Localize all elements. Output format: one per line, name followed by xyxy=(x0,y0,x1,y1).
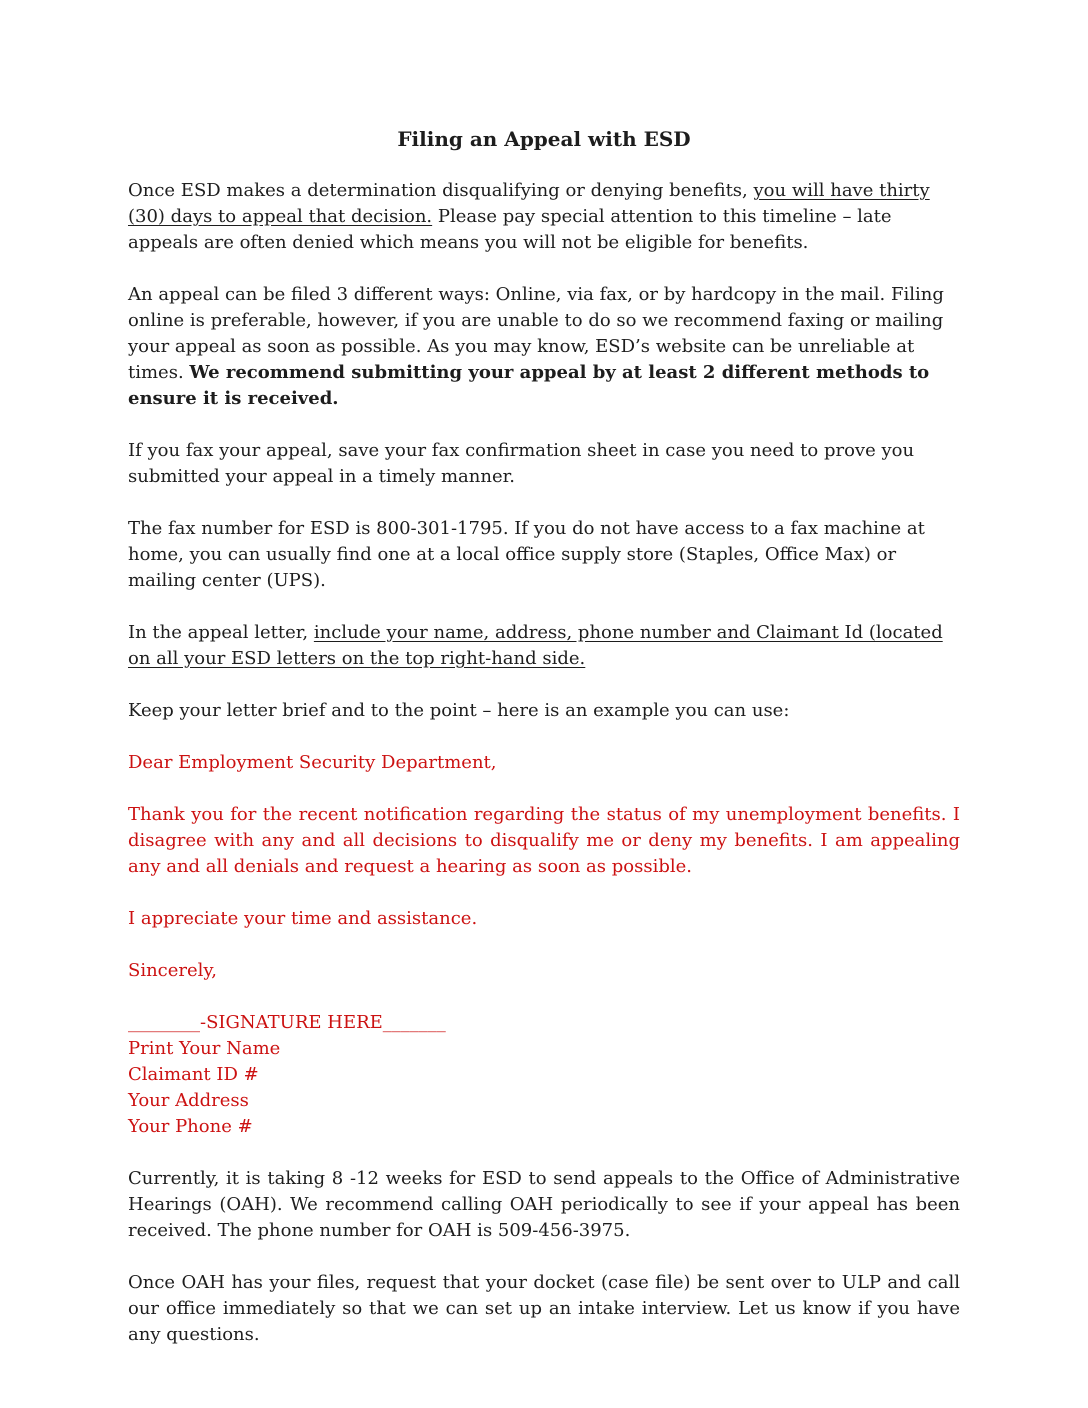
paragraph-keep-brief: Keep your letter brief and to the point – here is an example you can use: xyxy=(128,700,790,721)
letter-closing: Sincerely, xyxy=(128,960,217,981)
paragraph-fax-number: The fax number for ESD is 800-301-1795. If you do not have access to a fax machine at home, you can usually find one at a local office supply store (Staples, Office Max) or mailing center (UPS). xyxy=(128,518,925,591)
paragraph-appeal-deadline xyxy=(128,178,960,256)
document-title: Filing an Appeal with ESD xyxy=(397,127,691,151)
underlined-deadline-text: you will have thirty (30) days to appeal that decision. xyxy=(128,180,930,227)
paragraph-fax-confirmation: If you fax your appeal, save your fax confirmation sheet in case you need to prove you submitted your appeal in a timely manner. xyxy=(128,440,915,487)
signature-line: ________-SIGNATURE HERE_______ xyxy=(128,1012,446,1033)
address-line: Your Address xyxy=(128,1090,249,1111)
signature-block xyxy=(128,1010,960,1140)
letter-salutation: Dear Employment Security Department, xyxy=(128,752,497,773)
letter-appreciation: I appreciate your time and assistance. xyxy=(128,908,478,929)
sample-letter-section xyxy=(128,750,960,1140)
phone-line: Your Phone # xyxy=(128,1116,253,1137)
underlined-letter-contents-text: include your name, address, phone number and Claimant Id (located on all your ESD letters on the top right-hand side. xyxy=(128,622,943,669)
print-name-line: Print Your Name xyxy=(128,1038,281,1059)
text-run: An appeal can be filed 3 different ways: Online, via fax, or by hardcopy in the mail. Filing online is preferable, however, if you are unable to do so we recommend faxing or mailing your appeal as soon as possible. As you may know, ESD’s website can be unreliable at times. xyxy=(128,284,944,383)
claimant-id-line: Claimant ID # xyxy=(128,1064,259,1085)
paragraph-letter-contents xyxy=(128,620,960,672)
paragraph-filing-methods xyxy=(128,282,960,412)
paragraph-oah-docket: Once OAH has your files, request that your docket (case file) be sent over to ULP and call our office immediately so that we can set up an intake interview. Let us know if you have any questions. xyxy=(128,1272,960,1345)
text-run: Once ESD makes a determination disqualifying or denying benefits, xyxy=(128,180,754,201)
text-run: Please pay special attention to this timeline – late appeals are often denied which means you will not be eligible for benefits. xyxy=(128,206,892,253)
bold-recommendation-text: We recommend submitting your appeal by at least 2 different methods to ensure it is received. xyxy=(128,362,930,409)
text-run: In the appeal letter, xyxy=(128,622,314,643)
letter-body: Thank you for the recent notification regarding the status of my unemployment benefits. I disagree with any and all decisions to disqualify me or deny my benefits. I am appealing any and all denials and request a hearing as soon as possible. xyxy=(128,804,960,877)
paragraph-oah-timing: Currently, it is taking 8 -12 weeks for ESD to send appeals to the Office of Administrative Hearings (OAH). We recommend calling OAH periodically to see if your appeal has been received. The phone number for OAH is 509-456-3975. xyxy=(128,1168,960,1241)
